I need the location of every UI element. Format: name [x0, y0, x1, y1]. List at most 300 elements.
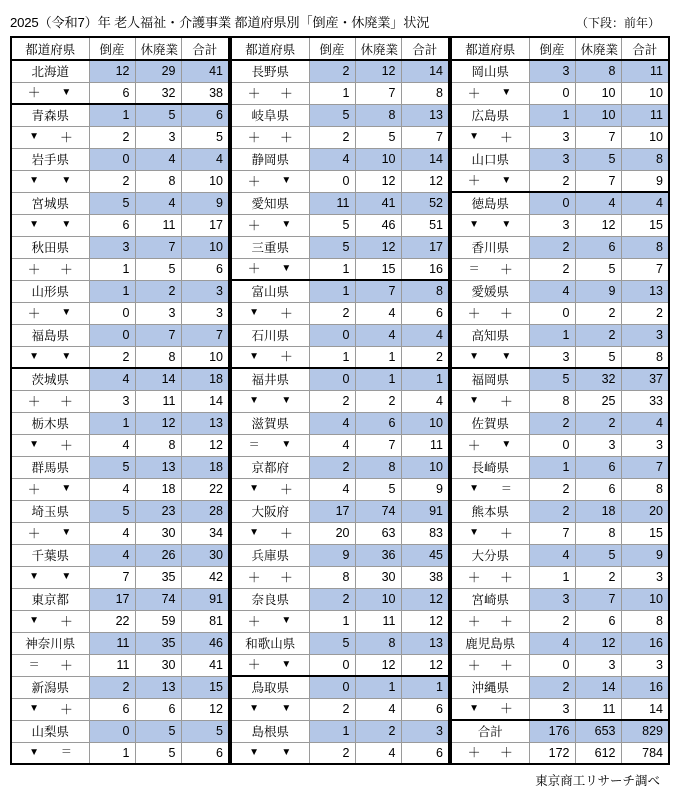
table-block-3: [450, 36, 670, 765]
table-row-previous: [11, 610, 229, 632]
bankruptcy-value-previous: 6: [89, 698, 135, 720]
trend-up-icon: ＋: [59, 437, 73, 453]
title-note: （下段：前年）: [575, 16, 660, 30]
total-value-previous: 81: [181, 610, 229, 632]
bankruptcy-value: 5: [89, 456, 135, 478]
total-value-previous: 10: [621, 82, 669, 104]
bankruptcy-value: 3: [89, 236, 135, 258]
trend-indicator-cell: [231, 302, 309, 324]
closure-value: 8: [355, 104, 401, 126]
total-value: 18: [181, 456, 229, 478]
total-value: 13: [621, 280, 669, 302]
trend-indicator-cell: [451, 654, 529, 676]
total-value-previous: 8: [621, 478, 669, 500]
closure-value: 2: [355, 720, 401, 742]
bankruptcy-value-previous: 11: [89, 654, 135, 676]
table-row: [11, 544, 229, 566]
trend-down-icon: ▼: [61, 483, 72, 494]
table-row-previous: [11, 390, 229, 412]
trend-up-icon: ＋: [247, 85, 261, 101]
closure-value: 14: [575, 676, 621, 698]
closure-value-previous: 8: [135, 170, 181, 192]
total-value: 12: [401, 588, 449, 610]
closure-value-previous: 10: [575, 82, 621, 104]
bankruptcy-value-previous: 4: [309, 478, 355, 500]
total-value-previous: 42: [181, 566, 229, 588]
table-row: [11, 324, 229, 346]
prefecture-name: 群馬県: [11, 456, 89, 478]
prefecture-name: 福岡県: [451, 368, 529, 390]
prefecture-name: 長野県: [231, 60, 309, 82]
bankruptcy-value-previous: 4: [89, 522, 135, 544]
trend-indicator-cell: [11, 302, 89, 324]
table-row: [231, 632, 449, 654]
bankruptcy-value: 176: [529, 720, 575, 742]
bankruptcy-value-previous: 4: [89, 478, 135, 500]
trend-down-icon: ▼: [29, 746, 40, 758]
table-row: [11, 588, 229, 610]
closure-value: 8: [355, 456, 401, 478]
table-row-previous: [231, 346, 449, 368]
table-row-previous: [11, 566, 229, 588]
trend-indicator-cell: [451, 478, 529, 500]
title-row: [10, 0, 664, 36]
bankruptcy-value: 11: [309, 192, 355, 214]
trend-equal-icon: ＝: [468, 262, 480, 275]
trend-indicator-cell: [231, 522, 309, 544]
bankruptcy-value-previous: 1: [309, 82, 355, 104]
trend-indicator-cell: [11, 434, 89, 456]
table-row: [451, 60, 669, 82]
table-row: [231, 236, 449, 258]
bankruptcy-value: 4: [89, 544, 135, 566]
closure-value: 41: [355, 192, 401, 214]
bankruptcy-value: 5: [89, 192, 135, 214]
trend-down-icon: ▼: [61, 350, 72, 362]
bankruptcy-value-previous: 0: [529, 434, 575, 456]
trend-indicator-cell: [451, 522, 529, 544]
closure-value: 12: [135, 412, 181, 434]
table-row: [11, 236, 229, 258]
closure-value-previous: 30: [135, 522, 181, 544]
header-prefecture: 都道府県: [231, 37, 309, 60]
trend-down-icon: ▼: [281, 395, 292, 406]
prefecture-name: 大分県: [451, 544, 529, 566]
closure-value-previous: 32: [135, 82, 181, 104]
total-value: 91: [181, 588, 229, 610]
trend-down-icon: ▼: [249, 350, 260, 362]
bankruptcy-value: 2: [309, 456, 355, 478]
table-block-1: [10, 36, 230, 765]
total-value-previous: 9: [401, 478, 449, 500]
total-value: 1: [401, 368, 449, 390]
trend-indicator-cell: [231, 214, 309, 236]
table-row-previous: [451, 258, 669, 280]
closure-value-previous: 2: [575, 566, 621, 588]
bankruptcy-value-previous: 172: [529, 742, 575, 764]
table-row-previous: [231, 566, 449, 588]
total-value-previous: 17: [181, 214, 229, 236]
trend-up-icon: ＋: [59, 701, 73, 717]
closure-value-previous: 25: [575, 390, 621, 412]
closure-value: 10: [575, 104, 621, 126]
closure-value: 5: [575, 544, 621, 566]
closure-value-previous: 3: [135, 302, 181, 324]
trend-down-icon: ▼: [249, 703, 260, 714]
total-value: 3: [181, 280, 229, 302]
total-value-previous: 2: [621, 302, 669, 324]
closure-value: 26: [135, 544, 181, 566]
trend-up-icon: ＋: [247, 217, 261, 233]
total-value: 3: [621, 324, 669, 346]
bankruptcy-value: 3: [529, 148, 575, 170]
bankruptcy-value: 4: [309, 148, 355, 170]
prefecture-name: 兵庫県: [231, 544, 309, 566]
bankruptcy-value-previous: 2: [529, 170, 575, 192]
trend-up-icon: ＋: [467, 657, 481, 673]
trend-down-icon: ▼: [469, 702, 480, 714]
trend-up-icon: ＋: [247, 569, 261, 585]
bankruptcy-value: 12: [89, 60, 135, 82]
total-value-previous: 10: [621, 126, 669, 148]
closure-value-previous: 7: [575, 170, 621, 192]
trend-indicator-cell: [231, 170, 309, 192]
table-row-previous: [231, 522, 449, 544]
bankruptcy-value: 4: [309, 412, 355, 434]
closure-value: 4: [135, 148, 181, 170]
total-value-previous: 6: [181, 742, 229, 764]
trend-down-icon: ▼: [501, 219, 512, 230]
table-row-previous: [451, 346, 669, 368]
total-value-previous: 3: [621, 566, 669, 588]
trend-down-icon: ▼: [29, 350, 40, 362]
table-row: [11, 368, 229, 390]
bankruptcy-value: 0: [309, 676, 355, 698]
trend-down-icon: ▼: [61, 571, 72, 582]
total-value-previous: 9: [621, 170, 669, 192]
bankruptcy-value: 4: [529, 544, 575, 566]
trend-down-icon: ▼: [61, 307, 72, 318]
trend-indicator-cell: [11, 170, 89, 192]
trend-down-icon: ▼: [249, 483, 260, 494]
closure-value: 6: [575, 236, 621, 258]
trend-indicator-cell: [451, 302, 529, 324]
total-value: 18: [181, 368, 229, 390]
closure-value: 6: [355, 412, 401, 434]
bankruptcy-value-previous: 2: [309, 126, 355, 148]
closure-value: 23: [135, 500, 181, 522]
prefecture-name: 合計: [451, 720, 529, 742]
bankruptcy-value-previous: 0: [309, 654, 355, 676]
prefecture-name: 鳥取県: [231, 676, 309, 698]
page-title: 2025（令和7）年 老人福祉・介護事業 都道府県別「倒産・休廃業」状況: [10, 15, 430, 30]
closure-value: 32: [575, 368, 621, 390]
bankruptcy-value-previous: 2: [529, 610, 575, 632]
total-value: 14: [401, 148, 449, 170]
total-value-previous: 3: [621, 434, 669, 456]
trend-indicator-cell: [451, 346, 529, 368]
prefecture-name: 奈良県: [231, 588, 309, 610]
bankruptcy-value: 2: [309, 588, 355, 610]
closure-value-previous: 5: [355, 478, 401, 500]
prefecture-name: 宮城県: [11, 192, 89, 214]
table-row: [231, 588, 449, 610]
trend-down-icon: ▼: [249, 746, 260, 758]
trend-up-icon: ＋: [499, 613, 513, 629]
prefecture-name: 愛知県: [231, 192, 309, 214]
bankruptcy-value: 0: [309, 324, 355, 346]
table-row: [231, 60, 449, 82]
bankruptcy-value-previous: 7: [89, 566, 135, 588]
table-row-previous: [451, 214, 669, 236]
header-bankruptcy: 倒産: [309, 37, 355, 60]
total-value: 11: [621, 60, 669, 82]
total-value-previous: 2: [401, 346, 449, 368]
total-value: 4: [401, 324, 449, 346]
prefecture-name: 山形県: [11, 280, 89, 302]
header-total: 合計: [621, 37, 669, 60]
closure-value-previous: 11: [355, 610, 401, 632]
total-value: 46: [181, 632, 229, 654]
closure-value: 35: [135, 632, 181, 654]
bankruptcy-value-previous: 0: [529, 82, 575, 104]
closure-value-previous: 3: [135, 126, 181, 148]
closure-value: 74: [135, 588, 181, 610]
trend-up-icon: ＋: [499, 305, 513, 321]
table-row: [231, 192, 449, 214]
table-row: [451, 412, 669, 434]
total-value-previous: 5: [181, 126, 229, 148]
trend-up-icon: ＋: [279, 305, 293, 321]
total-value-previous: 6: [401, 698, 449, 720]
table-row-previous: [451, 478, 669, 500]
trend-up-icon: ＋: [247, 129, 261, 145]
trend-up-icon: ＋: [27, 305, 41, 321]
trend-equal-icon: ＝: [248, 438, 260, 451]
table-row: [231, 720, 449, 742]
bankruptcy-value-previous: 3: [89, 390, 135, 412]
bankruptcy-value-previous: 1: [309, 610, 355, 632]
trend-down-icon: ▼: [61, 219, 72, 230]
trend-indicator-cell: [11, 698, 89, 720]
closure-value-previous: 5: [135, 742, 181, 764]
prefecture-name: 高知県: [451, 324, 529, 346]
table-row: [231, 500, 449, 522]
bankruptcy-value: 4: [529, 632, 575, 654]
trend-down-icon: ▼: [281, 746, 292, 758]
bankruptcy-value: 3: [529, 60, 575, 82]
trend-indicator-cell: [451, 610, 529, 632]
bankruptcy-value: 2: [529, 500, 575, 522]
prefecture-name: 沖縄県: [451, 676, 529, 698]
trend-indicator-cell: [451, 170, 529, 192]
trend-down-icon: ▼: [281, 703, 292, 714]
bankruptcy-value: 1: [89, 280, 135, 302]
total-value: 8: [621, 236, 669, 258]
table-row: [11, 720, 229, 742]
bankruptcy-value: 2: [529, 676, 575, 698]
total-value: 6: [181, 104, 229, 126]
trend-down-icon: ▼: [281, 262, 292, 274]
total-value: 4: [621, 412, 669, 434]
table-row-previous: [11, 346, 229, 368]
trend-indicator-cell: [451, 82, 529, 104]
closure-value: 10: [355, 588, 401, 610]
closure-value-previous: 8: [575, 522, 621, 544]
bankruptcy-value-previous: 2: [89, 170, 135, 192]
prefecture-name: 滋賀県: [231, 412, 309, 434]
trend-down-icon: ▼: [469, 350, 480, 362]
trend-indicator-cell: [11, 126, 89, 148]
bankruptcy-value-previous: 1: [89, 742, 135, 764]
trend-up-icon: ＋: [59, 613, 73, 629]
footer-row: [10, 765, 664, 789]
trend-down-icon: ▼: [281, 175, 292, 186]
trend-up-icon: ＋: [247, 657, 261, 673]
bankruptcy-value: 0: [529, 192, 575, 214]
prefecture-name: 山口県: [451, 148, 529, 170]
total-value: 7: [621, 456, 669, 478]
trend-indicator-cell: [231, 82, 309, 104]
closure-value: 6: [575, 456, 621, 478]
table-row-previous: [11, 434, 229, 456]
total-value-previous: 41: [181, 654, 229, 676]
total-value-previous: 6: [401, 302, 449, 324]
table-row-previous: [451, 302, 669, 324]
total-value: 4: [621, 192, 669, 214]
prefecture-name: 千葉県: [11, 544, 89, 566]
total-value-previous: 12: [181, 698, 229, 720]
total-value: 16: [621, 632, 669, 654]
table-block-2: [230, 36, 450, 765]
prefecture-name: 東京都: [11, 588, 89, 610]
closure-value-previous: 18: [135, 478, 181, 500]
closure-value: 14: [135, 368, 181, 390]
table-row-previous: [231, 742, 449, 764]
total-value-previous: 12: [401, 610, 449, 632]
table-row-previous: [231, 258, 449, 280]
bankruptcy-value: 1: [89, 104, 135, 126]
table-row: [451, 544, 669, 566]
trend-down-icon: ▼: [29, 439, 40, 450]
table-row: [451, 280, 669, 302]
bankruptcy-value: 1: [529, 104, 575, 126]
closure-value-previous: 2: [355, 390, 401, 412]
total-value: 13: [181, 412, 229, 434]
trend-equal-icon: ＝: [60, 746, 72, 759]
table-row-previous: [231, 654, 449, 676]
closure-value-previous: 612: [575, 742, 621, 764]
closure-value-previous: 6: [135, 698, 181, 720]
trend-indicator-cell: [231, 654, 309, 676]
prefecture-name: 長崎県: [451, 456, 529, 478]
table-body-2: [231, 60, 449, 764]
closure-value-previous: 8: [135, 346, 181, 368]
bankruptcy-value-previous: 1: [529, 566, 575, 588]
total-value: 4: [181, 148, 229, 170]
header-bankruptcy: 倒産: [89, 37, 135, 60]
header-bankruptcy: 倒産: [529, 37, 575, 60]
table-row-previous: [11, 214, 229, 236]
table-row: [451, 456, 669, 478]
trend-indicator-cell: [11, 478, 89, 500]
table-row: [451, 148, 669, 170]
total-value: 10: [401, 456, 449, 478]
table-row: [451, 192, 669, 214]
table-row-previous: [231, 390, 449, 412]
closure-value-previous: 6: [575, 610, 621, 632]
bankruptcy-value-previous: 2: [529, 478, 575, 500]
prefecture-name: 新潟県: [11, 676, 89, 698]
header-prefecture: 都道府県: [11, 37, 89, 60]
table-row: [11, 632, 229, 654]
table-row-previous: [231, 82, 449, 104]
table-row: [11, 500, 229, 522]
trend-down-icon: ▼: [501, 87, 512, 98]
header-closure: 休廃業: [355, 37, 401, 60]
table-row: [231, 104, 449, 126]
bankruptcy-value: 4: [89, 368, 135, 390]
trend-indicator-cell: [231, 258, 309, 280]
trend-indicator-cell: [11, 258, 89, 280]
total-value-previous: 6: [401, 742, 449, 764]
prefecture-name: 三重県: [231, 236, 309, 258]
total-value-previous: 16: [401, 258, 449, 280]
trend-indicator-cell: [11, 654, 89, 676]
closure-value: 4: [135, 192, 181, 214]
source-attribution: 東京商工リサーチ調べ: [535, 774, 660, 788]
table-row-previous: [451, 654, 669, 676]
bankruptcy-value: 4: [529, 280, 575, 302]
closure-value-previous: 46: [355, 214, 401, 236]
prefecture-name: 熊本県: [451, 500, 529, 522]
bankruptcy-value: 0: [89, 324, 135, 346]
trend-down-icon: ▼: [61, 527, 72, 538]
closure-value: 2: [575, 324, 621, 346]
table-row-previous: [231, 434, 449, 456]
total-value: 8: [401, 280, 449, 302]
trend-up-icon: ＋: [247, 173, 261, 189]
trend-down-icon: ▼: [469, 527, 480, 538]
total-value: 15: [181, 676, 229, 698]
prefecture-name: 岐阜県: [231, 104, 309, 126]
closure-value: 4: [575, 192, 621, 214]
closure-value: 9: [575, 280, 621, 302]
bankruptcy-value: 5: [529, 368, 575, 390]
trend-up-icon: ＋: [59, 261, 73, 277]
table-row-previous: [11, 654, 229, 676]
closure-value: 10: [355, 148, 401, 170]
total-value: 10: [401, 412, 449, 434]
trend-indicator-cell: [11, 610, 89, 632]
trend-indicator-cell: [231, 346, 309, 368]
bankruptcy-value: 5: [89, 500, 135, 522]
table-row-previous: [231, 126, 449, 148]
trend-down-icon: ▼: [29, 615, 40, 626]
prefecture-name: 埼玉県: [11, 500, 89, 522]
bankruptcy-value-previous: 0: [529, 302, 575, 324]
closure-value-previous: 5: [355, 126, 401, 148]
trend-up-icon: ＋: [59, 393, 73, 409]
table-row-previous: [231, 170, 449, 192]
table-row: [231, 676, 449, 698]
total-value-previous: 6: [181, 258, 229, 280]
trend-up-icon: ＋: [467, 305, 481, 321]
closure-value: 12: [355, 236, 401, 258]
trend-indicator-cell: [231, 742, 309, 764]
total-value: 829: [621, 720, 669, 742]
trend-indicator-cell: [11, 346, 89, 368]
